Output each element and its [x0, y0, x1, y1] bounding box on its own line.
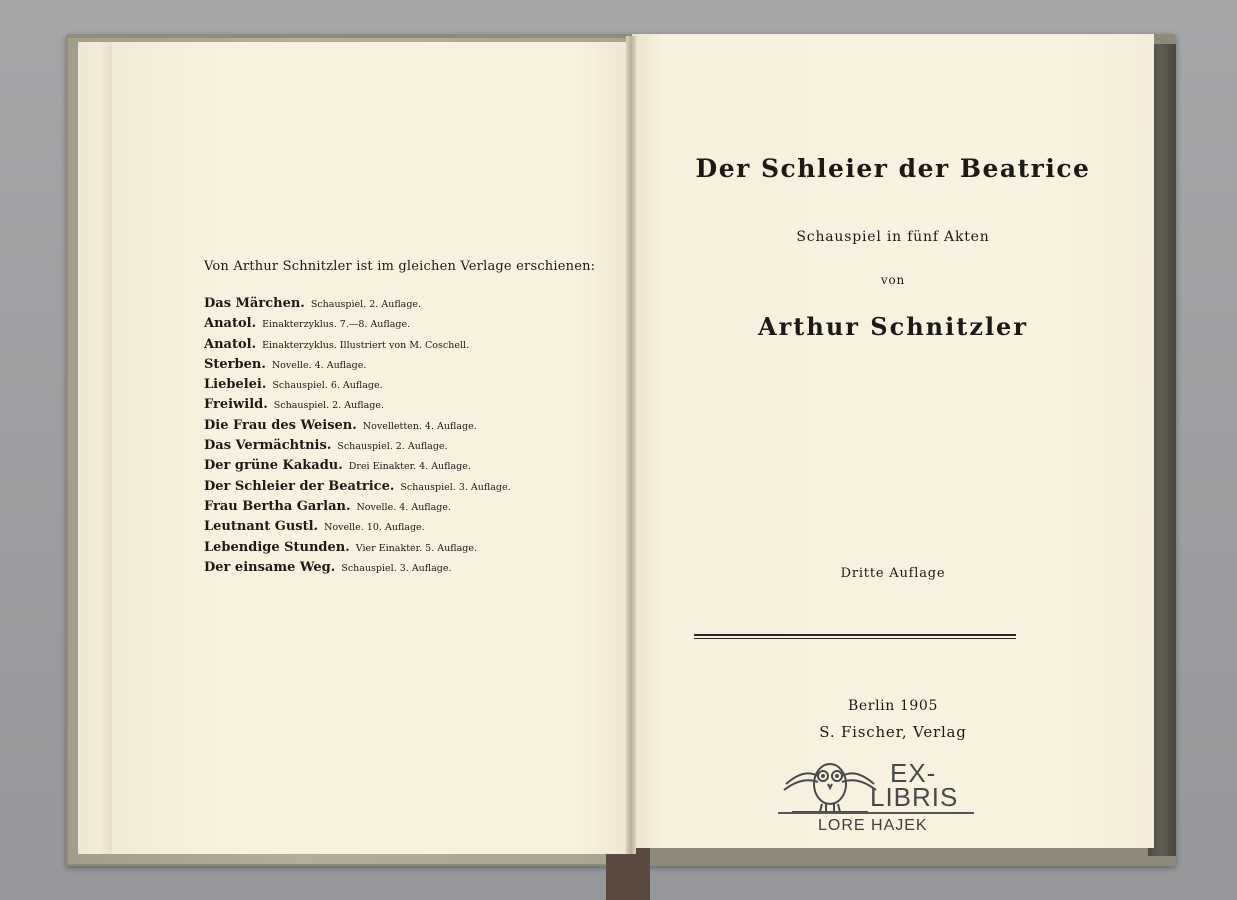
- work-detail: Schauspiel. 2. Auflage.: [273, 400, 384, 412]
- list-item: [204, 414, 511, 434]
- work-detail: Schauspiel. 3. Auflage.: [341, 562, 452, 574]
- list-item: [204, 333, 511, 353]
- list-item: [204, 353, 511, 373]
- list-item: [204, 312, 511, 332]
- work-title: Der grüne Kakadu.: [204, 458, 343, 474]
- works-list-heading: Von Arthur Schnitzler ist im gleichen Verlage erschienen:: [204, 259, 596, 274]
- work-detail: Schauspiel. 2. Auflage.: [310, 299, 422, 310]
- work-detail: Schauspiel. 6. Auflage.: [272, 380, 383, 392]
- list-item: [204, 475, 511, 495]
- work-detail: Schauspiel. 2. Auflage.: [337, 441, 448, 453]
- endpaper-strip: [78, 42, 115, 854]
- ex-libris-stamp: [778, 752, 978, 838]
- list-item: [204, 556, 511, 576]
- work-title: Anatol.: [204, 336, 257, 352]
- list-item: [204, 536, 511, 556]
- work-detail: Novelle. 10. Auflage.: [324, 522, 425, 534]
- work-title: Der Schleier der Beatrice.: [204, 478, 395, 494]
- work-detail: Novelle. 4. Auflage.: [271, 359, 367, 371]
- by-line: von: [880, 273, 906, 287]
- works-list: [204, 292, 511, 576]
- work-title: Sterben.: [204, 356, 266, 372]
- place-and-year: Berlin 1905: [848, 698, 938, 714]
- work-detail: Novelletten. 4. Auflage.: [362, 420, 477, 432]
- work-title: Leutnant Gustl.: [204, 519, 319, 535]
- work-title: Freiwild.: [204, 397, 268, 413]
- owl-icon: [782, 754, 878, 816]
- work-detail: Schauspiel. 3. Auflage.: [400, 481, 511, 493]
- list-item: [204, 434, 511, 454]
- work-detail: Novelle. 4. Auflage.: [356, 501, 452, 513]
- bookmark-ribbon: [606, 848, 650, 900]
- stamp-owner-name: LORE HAJEK: [818, 817, 928, 834]
- book-subtitle: Schauspiel in fünf Akten: [796, 229, 990, 245]
- stamp-divider: [778, 812, 974, 814]
- work-detail: Vier Einakter. 5. Auflage.: [355, 542, 477, 554]
- list-item: [204, 393, 511, 413]
- work-title: Liebelei.: [204, 377, 267, 393]
- author-name: Arthur Schnitzler: [758, 312, 1028, 341]
- work-title: Frau Bertha Garlan.: [204, 498, 351, 514]
- work-title: Anatol.: [204, 316, 257, 332]
- list-item: [204, 373, 511, 393]
- list-item: [204, 515, 511, 535]
- work-title: Die Frau des Weisen.: [204, 417, 357, 433]
- stamp-ex-text: EX-: [890, 758, 937, 788]
- work-detail: Drei Einakter. 4. Auflage.: [348, 461, 471, 473]
- work-detail: Einakterzyklus. 7.—8. Auflage.: [262, 319, 411, 331]
- list-item: [204, 495, 511, 515]
- divider-rule: [694, 634, 1016, 636]
- work-title: Das Märchen.: [204, 296, 305, 311]
- list-item: [204, 454, 511, 474]
- work-title: Der einsame Weg.: [204, 559, 336, 575]
- edition-note: Dritte Auflage: [840, 566, 946, 581]
- stamp-libris-text: LIBRIS: [870, 782, 959, 812]
- book-title: Der Schleier der Beatrice: [695, 154, 1091, 183]
- publisher-name: S. Fischer, Verlag: [819, 723, 967, 741]
- divider-rule-thin: [694, 638, 1016, 639]
- list-item: [204, 292, 511, 312]
- work-title: Das Vermächtnis.: [204, 438, 332, 454]
- work-detail: Einakterzyklus. Illustriert von M. Coschell.: [262, 339, 470, 351]
- work-title: Lebendige Stunden.: [204, 539, 350, 555]
